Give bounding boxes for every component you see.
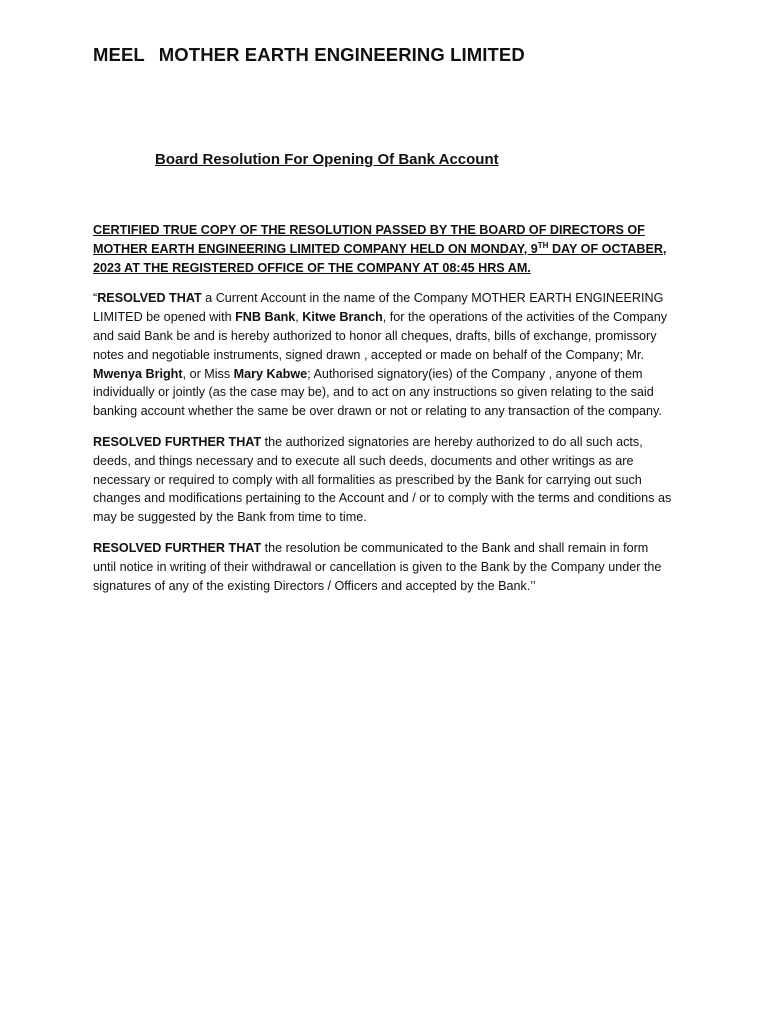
resolution-1-text-d: ; Authorised signatory(ies) of the Company , anyone of them individually or jointly (as the case may be), and to act on any instructions so given relating to the said banking account whether the same be over drawn or not or relating to any transaction of the company. <box>93 366 662 419</box>
resolution-3-text: the resolution be communicated to the Bank and shall remain in form until notice in writing of their withdrawal or cancellation is given to the Bank by the Company under the signatures of any of the existing Directors / Officers and accepted by the Bank.’’ <box>93 540 662 593</box>
company-name: MOTHER EARTH ENGINEERING LIMITED <box>158 44 525 65</box>
resolved-further-label: RESOLVED FURTHER THAT <box>93 434 262 449</box>
company-header <box>93 44 525 66</box>
company-abbrev: MEEL <box>93 44 145 65</box>
resolved-further-label: RESOLVED FURTHER THAT <box>93 540 262 555</box>
certification-part1: CERTIFIED TRUE COPY OF THE RESOLUTION PASSED BY THE BOARD OF DIRECTORS OF MOTHER EARTH ENGINEERING LIMITED COMPANY HELD ON MONDAY, 9 <box>93 223 645 256</box>
certification-part2: DAY OF OCTABER, 2023 AT THE REGISTERED OFFICE OF THE COMPANY AT 08:45 HRS AM. <box>93 241 667 275</box>
date-ordinal-suffix: TH <box>537 240 549 250</box>
resolved-that-label: RESOLVED THAT <box>97 291 202 306</box>
bank-branch: Kitwe Branch <box>302 310 383 325</box>
signatory-1: Mwenya Bright <box>93 366 183 381</box>
document-body <box>93 221 673 607</box>
resolution-1-text-a: a Current Account in the name of the Company MOTHER EARTH ENGINEERING LIMITED be opened with <box>93 291 664 325</box>
bank-separator: , <box>295 310 303 325</box>
resolution-2-text: the authorized signatories are hereby authorized to do all such acts, deeds, and things necessary and to execute all such deeds, documents and other writings as are necessary or required to comply with all formalities as prescribed by the Bank for carrying out such changes and modifications pertaining to the Account and / or to comply with the terms and conditions as may be suggested by the Bank from time to time. <box>93 434 672 525</box>
bank-name: FNB Bank <box>235 310 296 325</box>
resolution-paragraph-1 <box>93 289 673 421</box>
document-title: Board Resolution For Opening Of Bank Account <box>155 151 499 168</box>
signatory-2: Mary Kabwe <box>233 366 308 381</box>
resolution-1-text-c: , or Miss <box>182 366 234 381</box>
resolution-1-text-b: , for the operations of the activities of the Company and said Bank be and is hereby authorized to honor all cheques, drafts, bills of exchange, promissory notes and negotiable instruments, signed drawn , accepted or made on behalf of the Company; Mr. <box>93 310 667 362</box>
resolution-paragraph-3 <box>93 539 673 595</box>
open-quote: “ <box>93 291 98 306</box>
certification-statement <box>93 221 673 277</box>
resolution-paragraph-2 <box>93 433 673 527</box>
